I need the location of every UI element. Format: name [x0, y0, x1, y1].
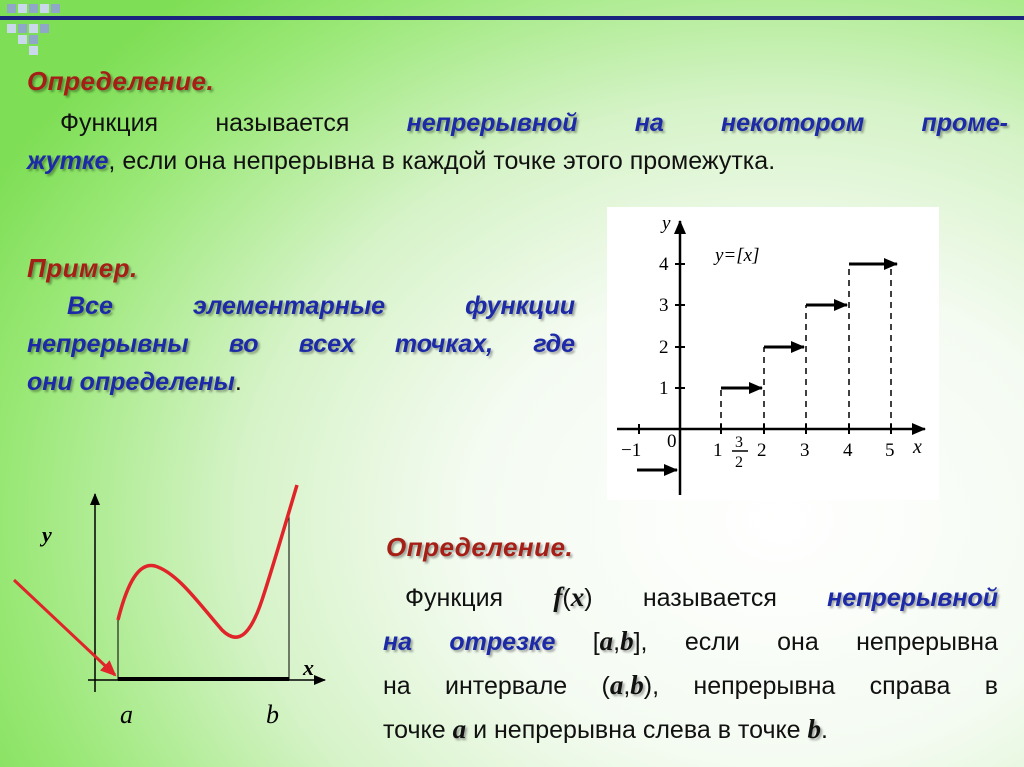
def2-line-1 [383, 576, 998, 620]
deco-square [51, 4, 60, 13]
sketch-y-label: y [42, 522, 52, 547]
deco-square [18, 24, 27, 33]
x-tick-label: 0 [667, 431, 677, 452]
definition-text-suffix: , если она непрерывна в каждой точке этого промежутка. [108, 147, 776, 175]
definition-text [27, 104, 1008, 180]
example-line-3-text: они определены [27, 368, 235, 396]
deco-square [40, 4, 49, 13]
y-tick-label: 2 [659, 337, 669, 358]
def2-line-2 [383, 620, 998, 664]
fraction-denominator: 2 [735, 454, 743, 471]
function-label: y=[x] [715, 245, 760, 266]
definition-text-plain: Функция называется [60, 109, 407, 137]
y-tick-label: 3 [659, 295, 669, 316]
x-tick-label: 4 [843, 440, 853, 461]
deco-square [18, 4, 27, 13]
example-title: Пример. [27, 253, 138, 283]
variable-b: b [620, 626, 634, 656]
graph-x-label: x [913, 436, 922, 458]
def2-line-4 [383, 708, 998, 752]
def2-text: на интервале ( [383, 672, 610, 700]
function-curve [118, 485, 297, 637]
deco-square [29, 4, 38, 13]
header-line [0, 16, 1024, 20]
x-tick-label: 2 [757, 440, 767, 461]
deco-square [29, 46, 38, 55]
variable-b: b [630, 670, 644, 700]
example-line-2: непрерывны во всех точках, где [27, 330, 575, 358]
variable-x: x [570, 582, 585, 612]
x-tick-label: −1 [621, 440, 642, 461]
y-tick-label: 1 [659, 378, 669, 399]
definition-highlight-cont: жутке [27, 147, 109, 175]
def2-text: и непрерывна слева в точке [466, 716, 808, 744]
def2-text: ], если она непрерывна [633, 628, 998, 656]
point-b-label: b [266, 700, 279, 729]
y-tick-label: 4 [659, 254, 669, 275]
def2-text: ( [562, 584, 571, 612]
def2-highlight: непрерывной [827, 584, 998, 612]
example-line-3 [27, 363, 575, 401]
example-line-1: Все элементарные функции [67, 292, 575, 320]
definition-line-2 [27, 142, 1008, 180]
def2-text: точке [383, 716, 453, 744]
def2-text: ) называется [584, 584, 828, 612]
slide-header-decoration [0, 0, 1024, 62]
x-tick-label: 5 [885, 440, 895, 461]
def2-text: [ [555, 628, 600, 656]
continuity-sketch [0, 470, 340, 740]
def2-highlight-segment: на отрезке [383, 628, 556, 656]
deco-square [29, 24, 38, 33]
variable-a: a [599, 626, 614, 656]
deco-square [7, 24, 16, 33]
definition-highlight: непрерывной на некотором проме- [406, 109, 1008, 137]
deco-square [29, 35, 38, 44]
variable-b: b [807, 714, 822, 744]
deco-square [7, 4, 16, 13]
deco-square [18, 35, 27, 44]
variable-a: a [452, 714, 467, 744]
def2-text: , [623, 672, 631, 700]
definition-2-title: Определение. [386, 532, 574, 562]
x-tick-label: 1 [713, 440, 723, 461]
point-a-label: a [120, 700, 133, 729]
x-tick-label: 3 [800, 440, 810, 461]
pointer-arrow [14, 580, 115, 675]
function-symbol-f: f [553, 582, 563, 612]
dashed-guides [721, 264, 891, 429]
def2-text: , [613, 628, 621, 656]
def2-text: Функция [405, 584, 554, 612]
floor-graph-svg [607, 207, 939, 500]
definition-title: Определение. [27, 66, 215, 96]
graph-y-label: y [662, 213, 671, 234]
def2-text: . [821, 716, 828, 744]
example-text [27, 287, 575, 401]
deco-square [40, 24, 49, 33]
fraction-numerator: 3 [735, 434, 743, 451]
sketch-x-label: x [303, 655, 314, 680]
definition-2-text [383, 576, 998, 752]
def2-line-3 [383, 664, 998, 708]
def2-text: ), непрерывна справа в [643, 672, 998, 700]
definition-line-1 [27, 104, 1008, 142]
example-line-3-period: . [234, 368, 242, 396]
floor-function-graph [607, 207, 939, 500]
variable-a: a [609, 670, 624, 700]
